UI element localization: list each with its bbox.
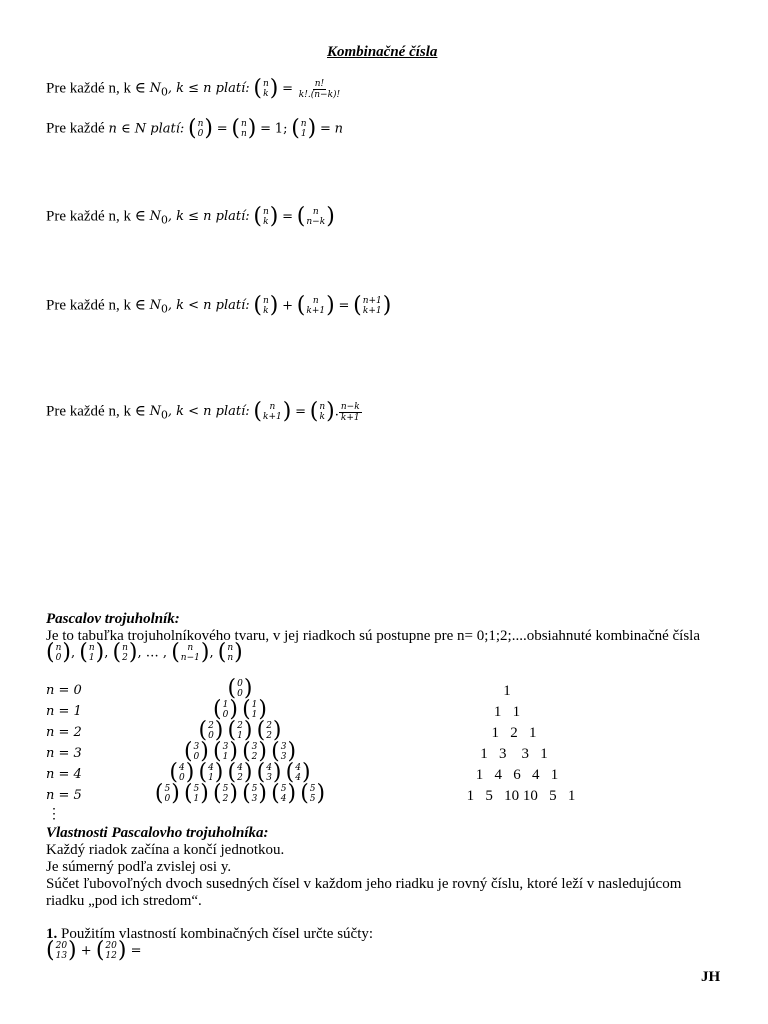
set-n0: N (149, 81, 161, 97)
row-label-4: n = 4 (46, 767, 82, 782)
tri-number-row-0: 1 (503, 683, 511, 699)
plati: platí: (215, 81, 250, 97)
binom-n-0: ( n 0 ) (188, 116, 213, 141)
pascal-binomial-list: ( n 0 ) , ( n 1 ) , ( n 2 ) , … , ( n n−1 ) , ( n n ) (46, 640, 243, 665)
text-n-in: n ∈ N (108, 121, 151, 137)
formula-pascal-rule: Pre každé n, k ∈ $N_0$, k < n platí: ( n k ) + ( n k+1 ) = ( n+1 k+1 ) (46, 293, 392, 318)
row-label-3: n = 3 (46, 746, 82, 761)
sub-zero: 0 (160, 86, 168, 100)
tri-binom-row-0: ( 0 0 ) (227, 676, 253, 701)
formula-recurrence: Pre každé n, k ∈ $N_0$, k < n platí: ( n k+1 ) = ( n k ) . $\frac{n-k}{k+1}$ (46, 399, 360, 424)
tri-number-row-3: 1 3 3 1 (480, 746, 548, 762)
property-line-3: Súčet ľubovoľných dvoch susedných čísel v každom jeho riadku je rovný číslu, ktoré leží v nasledujúcom (46, 876, 682, 892)
tri-number-row-1: 1 1 (493, 704, 521, 720)
properties-heading: Vlastnosti Pascalovho trojuholníka: (46, 825, 269, 841)
binom-n-nk: ( n n−k ) (296, 204, 335, 229)
row-label-2: n = 2 (46, 725, 82, 740)
equals: = (282, 81, 294, 97)
tri-binom-row-1: ( 1 0 ) ( 1 1 ) (213, 697, 267, 722)
text-pre-kazde: Pre každé (46, 80, 105, 97)
row-label-5: n = 5 (46, 788, 82, 803)
property-line-2: Je súmerný podľa zvislej osi y. (46, 859, 232, 875)
row-label-1: n = 1 (46, 704, 82, 719)
formula-edge-values: Pre každé n ∈ N platí: ( n 0 ) = ( n n ) = 1; ( n 1 ) = n (46, 116, 343, 141)
formula-symmetry: Pre každé n, k ∈ $N_0$, k ≤ n platí: ( n k ) = ( n n−k ) (46, 204, 335, 229)
row-label-0: n = 0 (46, 683, 82, 698)
pascal-heading: Pascalov trojuholník: (46, 611, 180, 627)
page-title: Kombinačné čísla (327, 44, 438, 60)
property-line-4: riadku „pod ich stredom“. (46, 893, 202, 909)
property-line-1: Každý riadok začína a končí jednotkou. (46, 842, 285, 858)
tri-binom-row-3: ( 3 0 ) ( 3 1 ) ( 3 2 ) ( 3 3 ) (183, 739, 297, 764)
cond-le: , k ≤ n (167, 81, 216, 97)
binom-n-n: ( n n ) (231, 116, 257, 141)
binom-n-1: ( n 1 ) (291, 116, 317, 141)
text-n-k: n, k ∈ (108, 80, 150, 97)
binom-n-k: ( n k ) (253, 204, 279, 229)
exercise-number: 1. (46, 926, 58, 942)
exercise-1-expression: ( 20 13 ) + ( 20 12 ) = (46, 938, 142, 963)
fraction-factorial: $\frac{n!}{k!.(n-k)!}$ (298, 78, 341, 100)
tri-binom-row-4: ( 4 0 ) ( 4 1 ) ( 4 2 ) ( 4 3 ) ( 4 4 ) (169, 760, 311, 785)
tri-number-row-4: 1 4 6 4 1 (475, 767, 559, 783)
exercise-text: Použitím vlastností kombinačných čísel určte súčty: (61, 926, 374, 942)
vertical-ellipsis: ⋮ (47, 807, 61, 822)
pascal-intro: Je to tabuľka trojuholníkového tvaru, v jej riadkoch sú postupne pre n= 0;1;2;....obsiahnuté kombinačné čísla (46, 628, 701, 644)
formula-factorial (46, 78, 342, 100)
tri-number-row-5: 1 5 10 10 5 1 (466, 788, 576, 804)
tri-binom-row-2: ( 2 0 ) ( 2 1 ) ( 2 2 ) (198, 718, 282, 743)
binom-n-k: ( n k ) (253, 76, 279, 101)
author-initials: JH (701, 969, 721, 985)
tri-number-row-2: 1 2 1 (491, 725, 537, 741)
tri-binom-row-5: ( 5 0 ) ( 5 1 ) ( 5 2 ) ( 5 3 ) ( 5 4 ) ( 5 5 ) (154, 781, 326, 806)
